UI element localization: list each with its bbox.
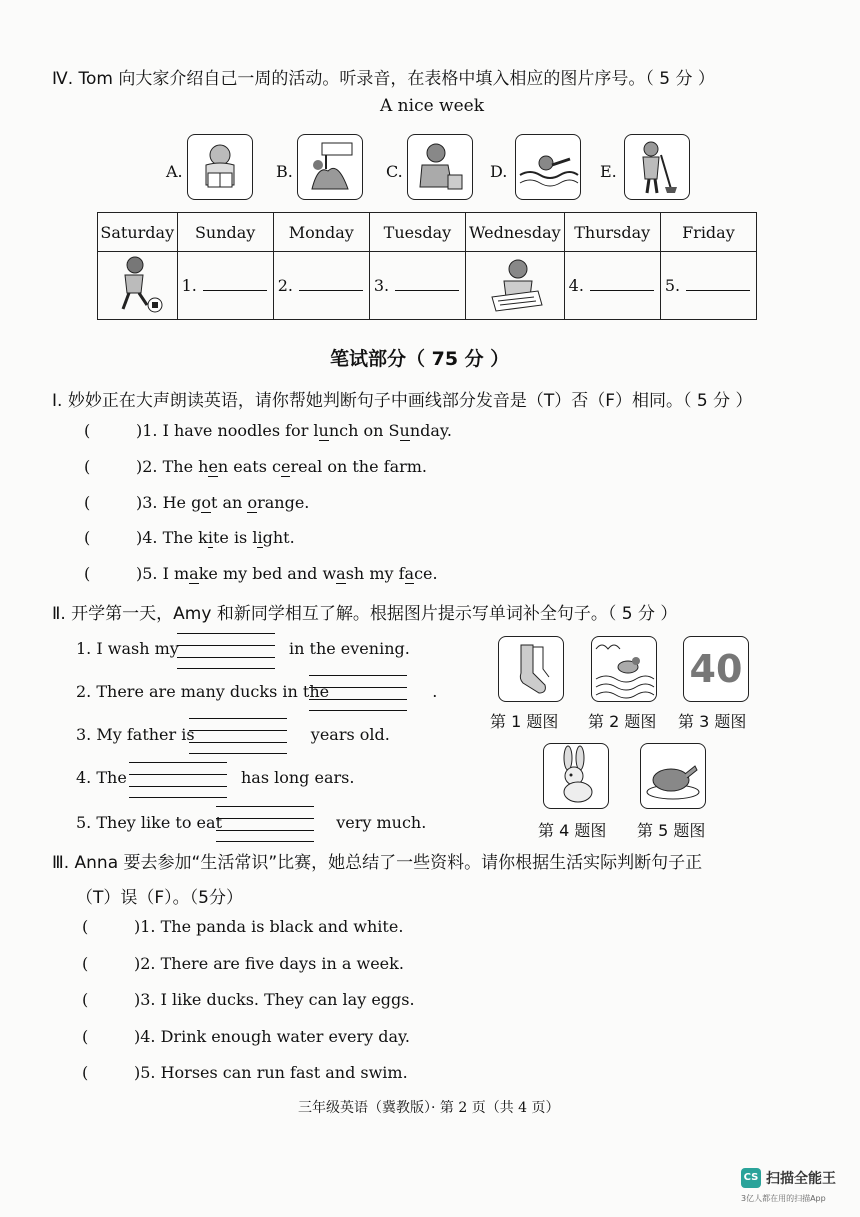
fill-item-5: 5. They like to eat very much.	[76, 813, 427, 832]
section3-heading: Ⅲ. Anna 要去参加“生活常识”比赛，她总结了一些资料。请你根据生活实际判断句子正	[52, 853, 703, 873]
answer-cell[interactable]: 3.	[369, 252, 465, 320]
section3-heading-cont: （T）误（F）。（5分）	[76, 888, 243, 908]
day-header: Thursday	[564, 213, 660, 252]
day-header: Sunday	[177, 213, 273, 252]
fill-item-3: 3. My father is years old.	[76, 725, 390, 744]
answer-cell[interactable]: 2.	[273, 252, 369, 320]
judge-item-1: ( )1. The panda is black and white.	[82, 917, 404, 936]
day-header: Wednesday	[465, 213, 564, 252]
day-header: Saturday	[98, 213, 178, 252]
judge-item-2: ( )2. There are five days in a week.	[82, 954, 404, 973]
man-sweeping-icon	[624, 134, 690, 200]
picture-caption: 第 3 题图	[678, 712, 747, 731]
scanner-app-name: 扫描全能王	[766, 1171, 836, 1187]
socks-icon	[498, 636, 564, 702]
scanner-logo-icon: CS	[741, 1168, 761, 1188]
fill-item-1: 1. I wash my in the evening.	[76, 639, 410, 658]
option-letter: D.	[490, 162, 508, 181]
answer-lines-4[interactable]	[129, 761, 227, 797]
scanner-tagline: 3亿人都在用的扫描App	[741, 1194, 826, 1203]
option-letter: A.	[166, 162, 183, 181]
answer-lines-1[interactable]	[177, 632, 275, 668]
judge-item-3: ( )3. He got an orange.	[84, 493, 310, 512]
ducks-on-river-icon	[591, 636, 657, 702]
answer-cell[interactable]: 5.	[660, 252, 756, 320]
man-gardening-icon	[407, 134, 473, 200]
judge-item-4: ( )4. Drink enough water every day.	[82, 1027, 411, 1046]
section2-heading: Ⅱ. 开学第一天，Amy 和新同学相互了解。根据图片提示写单词补全句子。（ 5 分 ）	[52, 604, 678, 624]
judge-item-5: ( )5. Horses can run fast and swim.	[82, 1063, 408, 1082]
judge-item-4: ( )4. The kite is light.	[84, 528, 295, 547]
picture-caption: 第 5 题图	[637, 821, 706, 840]
answer-cell[interactable]: 1.	[177, 252, 273, 320]
boy-swimming-icon	[515, 134, 581, 200]
page-footer: 三年级英语（冀教版）· 第 2 页（共 4 页）	[298, 1100, 560, 1116]
rabbit-icon	[543, 743, 609, 809]
fill-item-2: 2. There are many ducks in the .	[76, 682, 438, 701]
day-header: Tuesday	[369, 213, 465, 252]
written-part-title: 笔试部分（ 75 分 ）	[330, 348, 510, 370]
week-table	[97, 212, 757, 320]
picture-caption: 第 4 题图	[538, 821, 607, 840]
picture-caption: 第 1 题图	[490, 712, 559, 731]
answer-lines-3[interactable]	[189, 717, 287, 753]
answer-cell[interactable]: 4.	[564, 252, 660, 320]
judge-item-3: ( )3. I like ducks. They can lay eggs.	[82, 990, 415, 1009]
judge-item-2: ( )2. The hen eats cereal on the farm.	[84, 457, 428, 476]
boy-playing-football-icon	[98, 252, 178, 320]
picture-caption: 第 2 题图	[588, 712, 657, 731]
section4-heading: Ⅳ. Tom 向大家介绍自己一周的活动。听录音，在表格中填入相应的图片序号。（ 5 分 ）	[52, 69, 715, 89]
day-header: Friday	[660, 213, 756, 252]
boy-doing-homework-icon	[465, 252, 564, 320]
zoo-visit-icon	[297, 134, 363, 200]
number-forty-icon: 40	[683, 636, 749, 702]
judge-item-5: ( )5. I make my bed and wash my face.	[84, 564, 438, 583]
boy-reading-icon	[187, 134, 253, 200]
option-letter: B.	[276, 162, 293, 181]
answer-lines-5[interactable]	[216, 805, 314, 841]
fill-item-4: 4. The has long ears.	[76, 768, 355, 787]
day-header: Monday	[273, 213, 369, 252]
judge-item-1: ( )1. I have noodles for lunch on Sunday.	[84, 421, 452, 440]
section1-heading: Ⅰ. 妙妙正在大声朗读英语，请你帮她判断句子中画线部分发音是（T）否（F）相同。（ 5 分 ）	[52, 391, 753, 411]
option-letter: C.	[386, 162, 403, 181]
section4-subtitle: A nice week	[380, 96, 485, 116]
roast-chicken-icon	[640, 743, 706, 809]
answer-lines-2[interactable]	[309, 674, 407, 710]
option-letter: E.	[600, 162, 617, 181]
